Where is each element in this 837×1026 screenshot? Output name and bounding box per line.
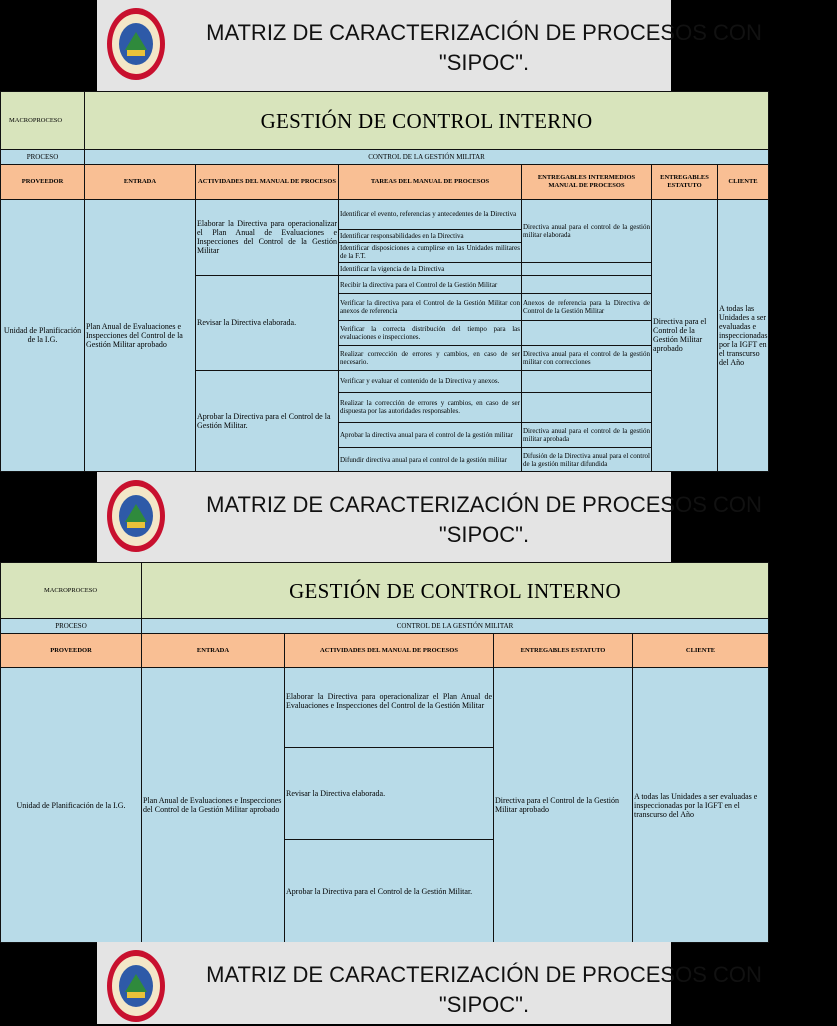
tarea-cell: Difundir directiva anual para el control de la gestión militar: [339, 448, 522, 472]
proveedor-cell: Unidad de Planificación de la I.G.: [1, 199, 85, 471]
tarea-cell: Verificar la correcta distribución del tiempo para las evaluaciones e inspecciones.: [339, 321, 522, 346]
main-title-line1: MATRIZ DE CARACTERIZACIÓN DE PROCESOS CON: [206, 20, 762, 45]
actividad-cell: Revisar la Directiva elaborada.: [285, 748, 494, 840]
entregable-estatuto-cell: Directiva para el Control de la Gestión Militar aprobado: [652, 199, 718, 471]
main-title-line2: "SIPOC".: [438, 50, 530, 75]
slide-header: [97, 0, 762, 91]
entregable-intermedio-empty: [522, 263, 652, 276]
main-title-line1: MATRIZ DE CARACTERIZACIÓN DE PROCESOS CON: [206, 492, 762, 517]
proceso-value: CONTROL DE LA GESTIÓN MILITAR: [142, 619, 769, 634]
proceso-label: PROCESO: [1, 150, 85, 164]
entregable-intermedio-cell: Difusión de la Directiva anual para el control de la gestión militar difundida: [522, 448, 652, 472]
actividad-cell: Revisar la Directiva elaborada.: [196, 276, 339, 370]
macroproceso-title: GESTIÓN DE CONTROL INTERNO: [85, 92, 769, 150]
entrada-cell: Plan Anual de Evaluaciones e Inspecciones del Control de la Gestión Militar aprobado: [142, 668, 285, 943]
main-title-line2: "SIPOC".: [438, 992, 530, 1017]
slide-header: [97, 942, 762, 1024]
entregable-intermedio-empty: [522, 276, 652, 293]
tarea-cell: Identificar responsabilidades en la Directiva: [339, 230, 522, 242]
entregable-estatuto-cell: Directiva para el Control de la Gestión Militar aprobado: [494, 668, 633, 943]
sipoc-table-detailed: [0, 91, 769, 472]
col-header-entrada: ENTRADA: [142, 634, 285, 668]
macroproceso-label: MACROPROCESO: [1, 92, 85, 150]
entrada-cell: Plan Anual de Evaluaciones e Inspecciones del Control de la Gestión Militar aprobado: [85, 199, 196, 471]
entregable-intermedio-cell: Directiva anual para el control de la gestión militar aprobada: [522, 422, 652, 448]
tarea-cell: Aprobar la directiva anual para el control de la gestión militar: [339, 422, 522, 448]
proceso-label: PROCESO: [1, 619, 142, 634]
col-header-actividades: ACTIVIDADES DEL MANUAL DE PROCESOS: [196, 164, 339, 199]
actividad-cell: Elaborar la Directiva para operacionalizar el Plan Anual de Evaluaciones e Inspecciones del Control de la Gestión Militar: [285, 668, 494, 748]
entregable-intermedio-empty: [522, 370, 652, 393]
cliente-cell: A todas las Unidades a ser evaluadas e inspeccionadas por la IGFT en el transcurso del Año: [633, 668, 769, 943]
tarea-cell: Verificar y evaluar el contenido de la Directiva y anexos.: [339, 370, 522, 393]
tarea-cell: Identificar disposiciones a cumplirse en las Unidades militares de la F.T.: [339, 242, 522, 262]
entregable-intermedio-empty: [522, 321, 652, 346]
col-header-entregables-estatuto: ENTREGABLES ESTATUTO: [494, 634, 633, 668]
entregable-intermedio-empty: [522, 393, 652, 423]
tarea-cell: Identificar el evento, referencias y antecedentes de la Directiva: [339, 199, 522, 230]
slide-header: [97, 472, 762, 562]
col-header-entrada: ENTRADA: [85, 164, 196, 199]
col-header-actividades: ACTIVIDADES DEL MANUAL DE PROCESOS: [285, 634, 494, 668]
actividad-cell: Elaborar la Directiva para operacionalizar el Plan Anual de Evaluaciones e Inspecciones del Control de la Gestión Militar: [196, 199, 339, 276]
sipoc-table-summary: [0, 562, 769, 943]
col-header-proveedor: PROVEEDOR: [1, 634, 142, 668]
col-header-entregables-intermedios: ENTREGABLES INTERMEDIOS MANUAL DE PROCESOS: [522, 164, 652, 199]
entregable-intermedio-cell: Anexos de referencia para la Directiva de Control de la Gestión Militar: [522, 293, 652, 321]
col-header-cliente: CLIENTE: [718, 164, 769, 199]
main-title-line2: "SIPOC".: [438, 522, 530, 547]
col-header-proveedor: PROVEEDOR: [1, 164, 85, 199]
tarea-cell: Recibir la directiva para el Control de la Gestión Militar: [339, 276, 522, 293]
macroproceso-title: GESTIÓN DE CONTROL INTERNO: [142, 563, 769, 619]
col-header-entregables-estatuto: ENTREGABLES ESTATUTO: [652, 164, 718, 199]
col-header-tareas: TAREAS DEL MANUAL DE PROCESOS: [339, 164, 522, 199]
entregable-intermedio-cell: Directiva anual para el control de la gestión militar con correcciones: [522, 345, 652, 370]
entregable-intermedio-cell: Directiva anual para el control de la gestión militar elaborada: [522, 199, 652, 262]
macroproceso-label: MACROPROCESO: [1, 563, 142, 619]
tarea-cell: Verificar la directiva para el Control de la Gestión Militar con anexos de referencia: [339, 293, 522, 321]
col-header-cliente: CLIENTE: [633, 634, 769, 668]
actividad-cell: Aprobar la Directiva para el Control de la Gestión Militar.: [196, 370, 339, 471]
tarea-cell: Realizar corrección de errores y cambios, en caso de ser necesario.: [339, 345, 522, 370]
main-title-line1: MATRIZ DE CARACTERIZACIÓN DE PROCESOS CON: [206, 962, 762, 987]
tarea-cell: Identificar la vigencia de la Directiva: [339, 263, 522, 276]
proveedor-cell: Unidad de Planificación de la I.G.: [1, 668, 142, 943]
actividad-cell: Aprobar la Directiva para el Control de la Gestión Militar.: [285, 840, 494, 943]
proceso-value: CONTROL DE LA GESTIÓN MILITAR: [85, 150, 769, 164]
tarea-cell: Realizar la corrección de errores y cambios, en caso de ser dispuesta por las autoridades responsables.: [339, 393, 522, 423]
cliente-cell: A todas las Unidades a ser evaluadas e inspeccionadas por la IGFT en el transcurso del Año: [718, 199, 769, 471]
